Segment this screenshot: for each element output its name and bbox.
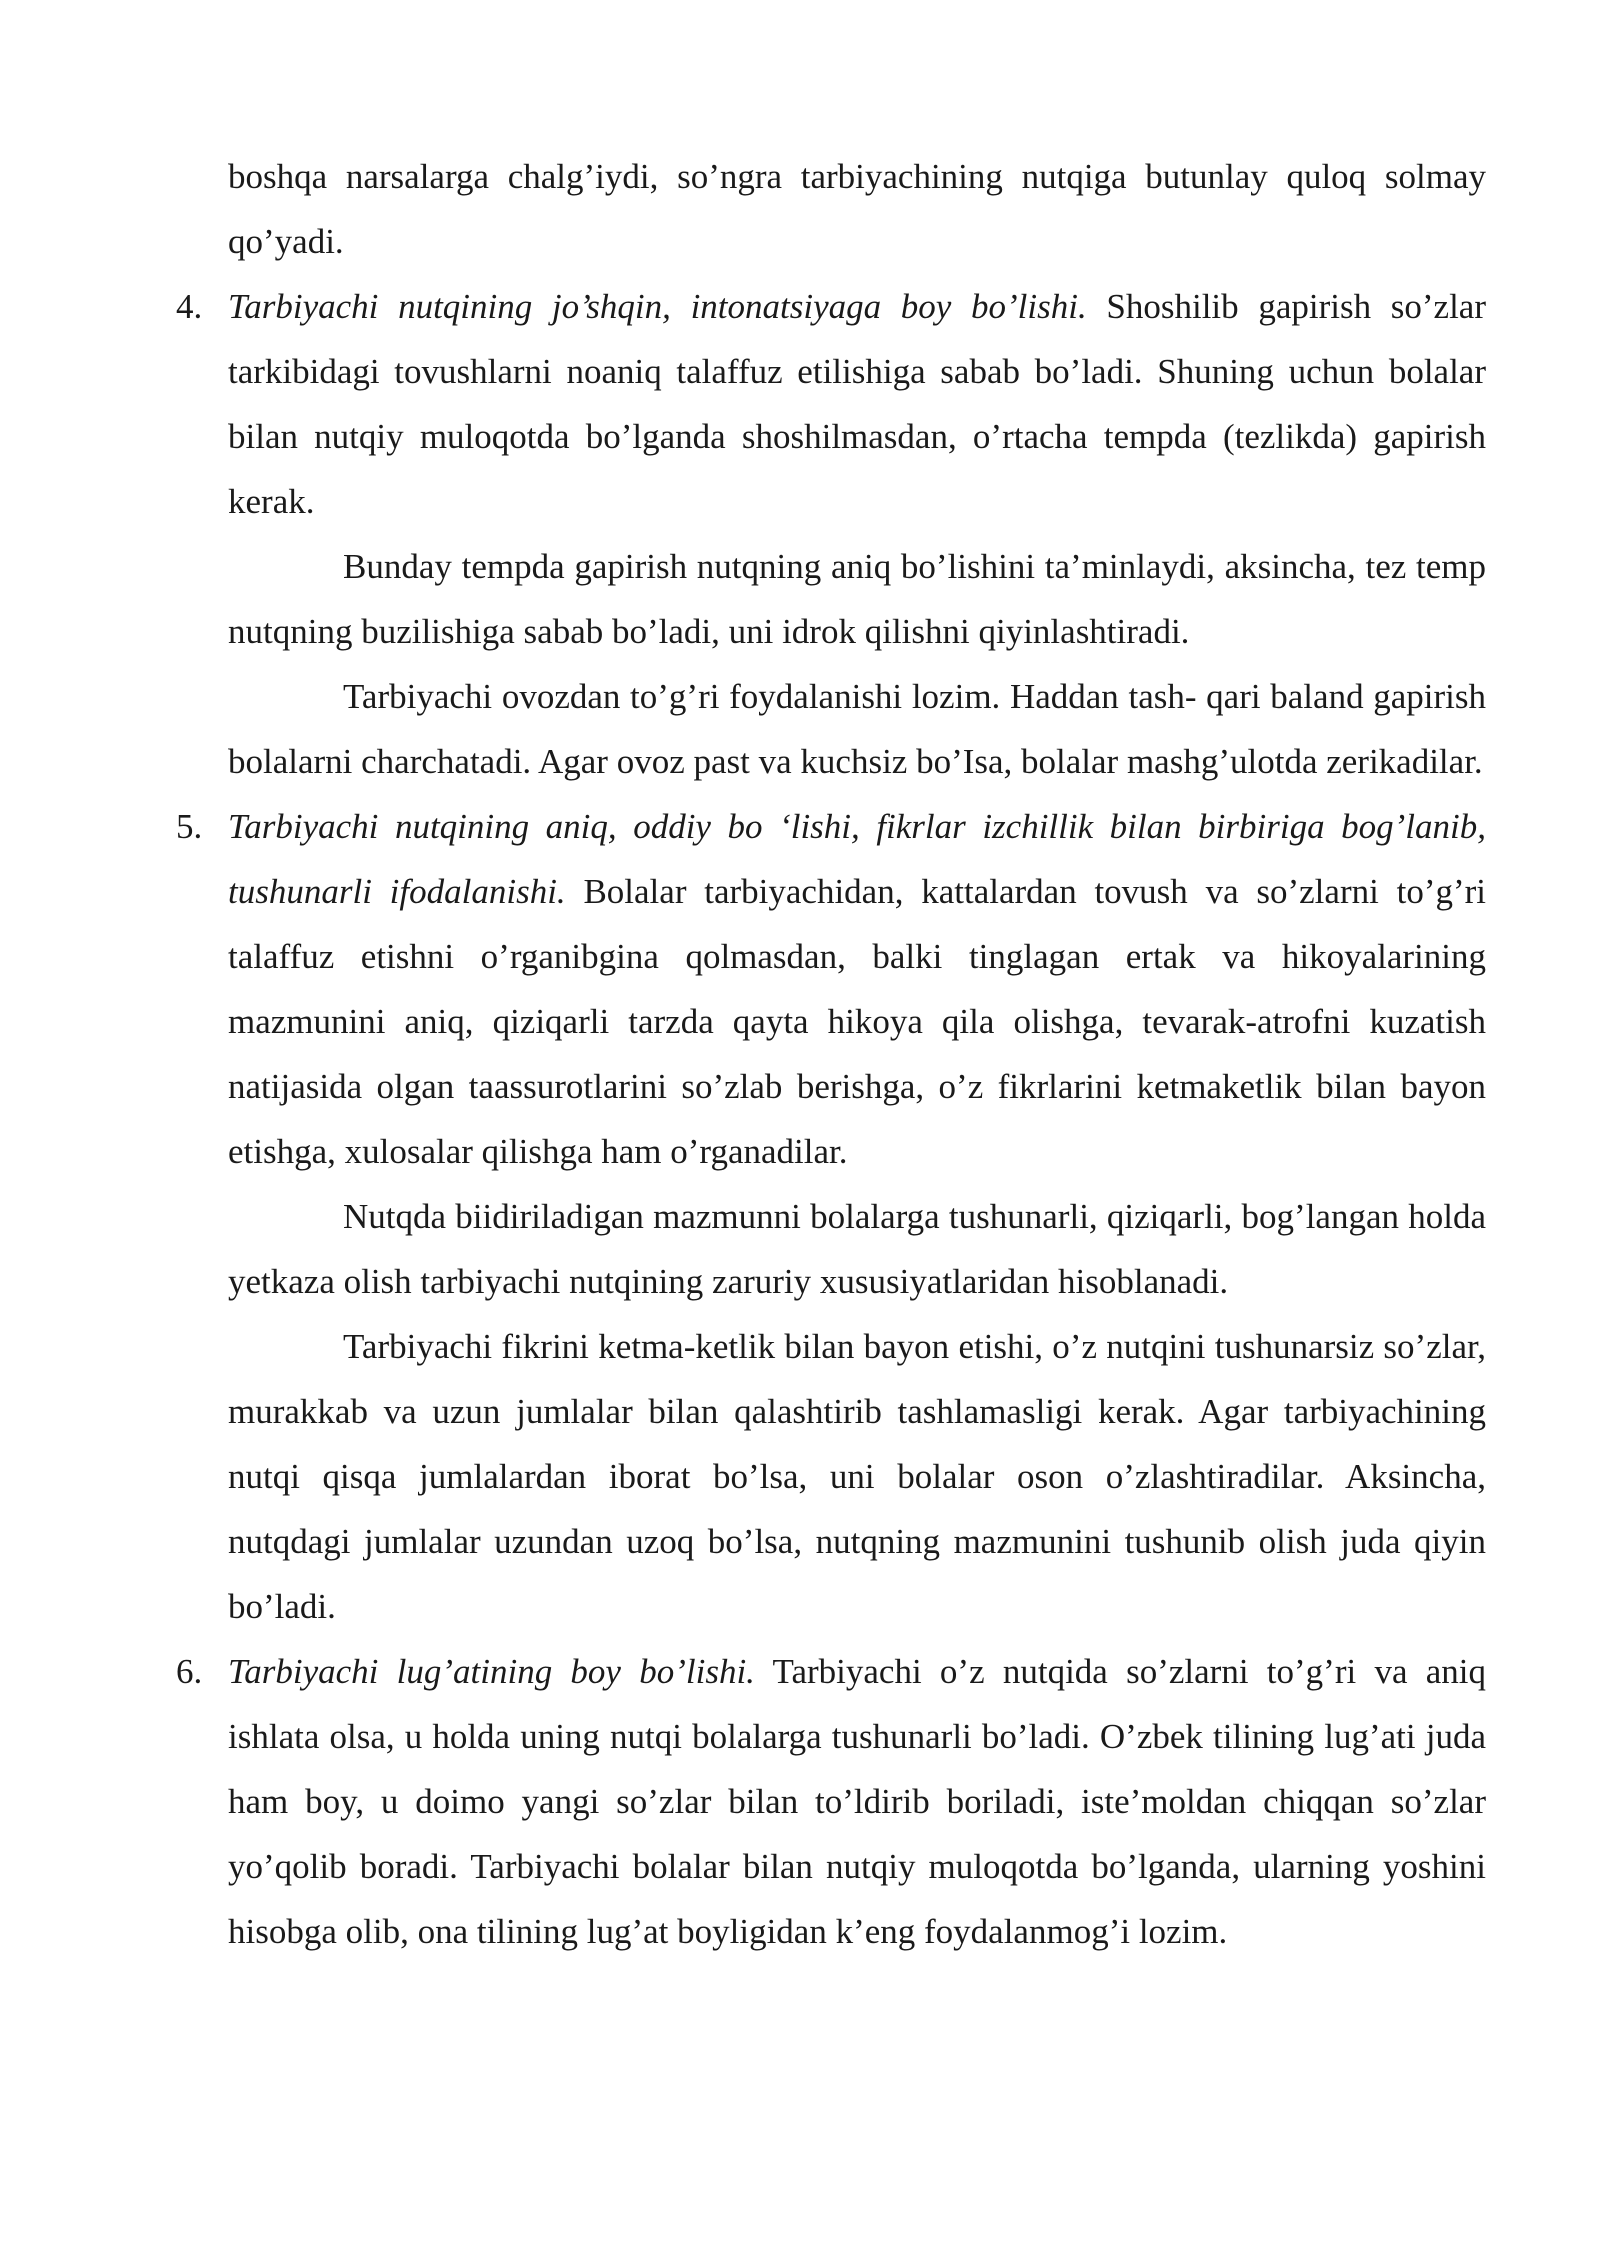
list-item-number: 6. — [176, 1652, 203, 1691]
list-item-number: 5. — [176, 807, 203, 846]
list-item-number: 4. — [176, 287, 203, 326]
list-item-paragraph — [228, 1639, 1486, 1964]
list-item-text: Bolalar tarbiyachidan, kattalardan tovush va so’zlarni to’g’ri talaffuz etishni o’rganibgina qolmasdan, balki tinglagan ertak va hikoyalarining mazmunini aniq, qiziqarli tarzda qayta hikoya qila olishga, tevarak-atrofni kuzatish natijasida olgan taassurotlarini so’zlab berishga, o’z fikrlarini ketmaketlik bilan bayon etishga, xulosalar qilishga ham o’rganadilar. — [228, 872, 1487, 1171]
body-paragraph: Bunday tempda gapirish nutqning aniq bo’lishini ta’minlaydi, aksincha, tez temp nutqning buzilishiga sabab bo’ladi, uni idrok qilishni qiyinlashtiradi. — [228, 547, 1486, 651]
list-item-text: Shoshilib gapirish so’zlar tarkibidagi tovushlarni noaniq talaffuz etilishiga sabab bo’ladi. Shuning uchun bolalar bilan nutqiy muloqotda bo’lganda shoshilmasdan, o’rtacha tempda (tezlikda) gapirish kerak. — [228, 287, 1486, 521]
list-item-heading: Tarbiyachi lug’atining boy bo’lishi. — [228, 1652, 755, 1691]
list-item-text: Tarbiyachi o’z nutqida so’zlarni to’g’ri va aniq ishlata olsa, u holda uning nutqi bolalarga tushunarli bo’ladi. O’zbek tilining lug’ati juda ham boy, u doimo yangi so’zlar bilan to’ldirib boriladi, iste’moldan chiqqan so’zlar yo’qolib boradi. Tarbiyachi bolalar bilan nutqiy muloqotda bo’lganda, ularning yoshini hisobga olib, ona tilining lug’at boyligidan k’eng foydalanmog’i lozim. — [228, 1652, 1486, 1951]
list-item-paragraph — [228, 794, 1486, 1184]
list-item-heading: Tarbiyachi nutqining jo’shqin, intonatsiyaga boy bo’lishi. — [228, 287, 1087, 326]
list-item-4 — [176, 274, 1486, 794]
list-item-paragraph — [228, 274, 1486, 534]
list-item-5 — [176, 794, 1487, 1639]
list-item-heading: Tarbiyachi nutqining aniq, oddiy bo ‘lishi, fikrlar izchillik bilan birbiriga bog’lanib, tushunarli ifodalanishi. — [228, 807, 1486, 911]
list-item-6 — [176, 1639, 1486, 1964]
document-body — [176, 144, 1487, 1964]
body-paragraph: Tarbiyachi fikrini ketma-ketlik bilan bayon etishi, o’z nutqini tushunarsiz so’zlar, murakkab va uzun jumlalar bilan qalashtirib tashlamasligi kerak. Agar tarbiyachining nutqi qisqa jumlalardan iborat bo’lsa, uni bolalar oson o’zlashtiradilar. Aksincha, nutqdagi jumlalar uzundan uzoq bo’lsa, nutqning mazmunini tushunib olish juda qiyin bo’ladi. — [228, 1327, 1486, 1626]
body-paragraph: Tarbiyachi ovozdan to’g’ri foydalanishi lozim. Haddan tash- qari baland gapirish bolalarni charchatadi. Agar ovoz past va kuchsiz bo’Isa, bolalar mashg’ulotda zerikadilar. — [228, 677, 1486, 781]
body-paragraph: Nutqda biidiriladigan mazmunni bolalarga tushunarli, qiziqarli, bog’langan holda yetkaza olish tarbiyachi nutqining zaruriy xususiyatlaridan hisoblanadi. — [228, 1197, 1486, 1301]
intro-continuation-paragraph: boshqa narsalarga chalg’iydi, so’ngra tarbiyachining nutqiga butunlay quloq solmay qo’yadi. — [228, 157, 1486, 261]
